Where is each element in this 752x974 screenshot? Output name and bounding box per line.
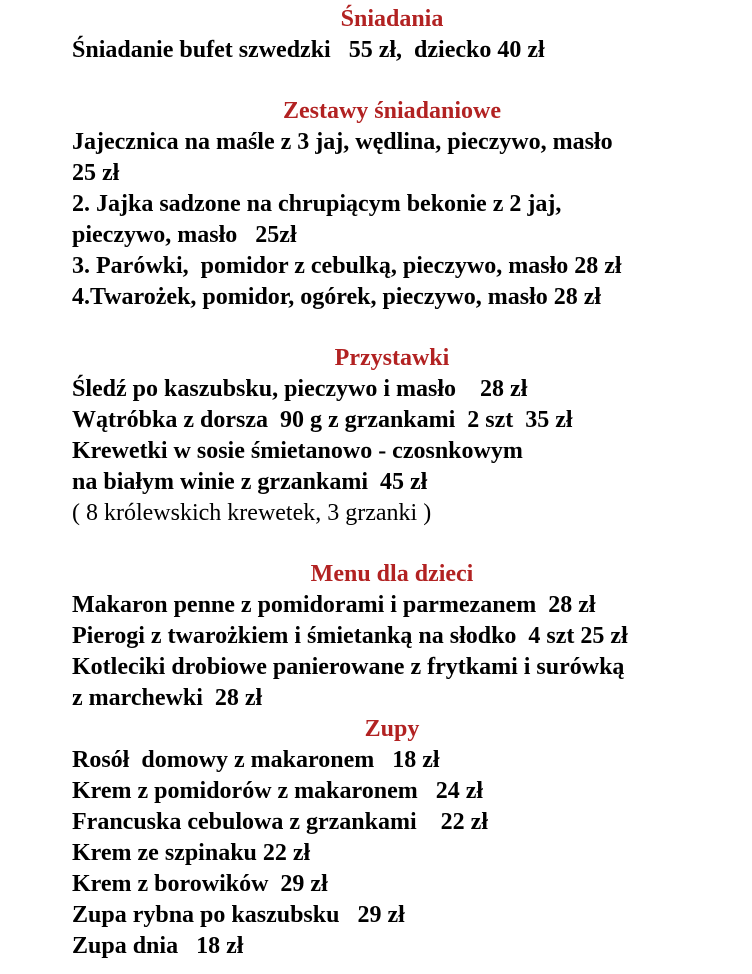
section-title-zupy: Zupy [364,716,420,742]
menu-item: Zupa dnia 18 zł [72,933,244,959]
menu-item: pieczywo, masło 25zł [72,222,297,248]
menu-item: Śniadanie bufet szwedzki 55 zł, dziecko 40 zł [72,37,545,63]
section-title-menu-dla-dzieci: Menu dla dzieci [310,561,474,587]
menu-item-note: ( 8 królewskich krewetek, 3 grzanki ) [72,500,432,526]
section-title-zestawy: Zestawy śniadaniowe [282,98,502,124]
menu-item: Francuska cebulowa z grzankami 22 zł [72,809,488,835]
menu-item: Krem ze szpinaku 22 zł [72,840,311,866]
menu-document [72,4,744,962]
menu-item: Kotleciki drobiowe panierowane z frytkami i surówką [72,654,625,680]
menu-item: Pierogi z twarożkiem i śmietanką na słodko 4 szt 25 zł [72,623,628,649]
section-title-sniadania: Śniadania [340,6,444,32]
menu-item: na białym winie z grzankami 45 zł [72,469,428,495]
menu-item: Krem z borowików 29 zł [72,871,328,897]
menu-item: Rosół domowy z makaronem 18 zł [72,747,440,773]
menu-item: Makaron penne z pomidorami i parmezanem 28 zł [72,592,596,618]
section-gap [72,313,744,343]
menu-item: 3. Parówki, pomidor z cebulką, pieczywo, masło 28 zł [72,253,622,279]
menu-item: Śledź po kaszubsku, pieczywo i masło 28 zł [72,376,528,402]
section-title-przystawki: Przystawki [334,345,450,371]
section-gap [72,66,744,96]
menu-item: Krem z pomidorów z makaronem 24 zł [72,778,484,804]
menu-item: 4.Twarożek, pomidor, ogórek, pieczywo, masło 28 zł [72,284,602,310]
menu-item: Jajecznica na maśle z 3 jaj, wędlina, pieczywo, masło [72,129,613,155]
menu-item: 25 zł [72,160,120,186]
section-gap [72,529,744,559]
menu-item: Zupa rybna po kaszubsku 29 zł [72,902,405,928]
menu-item: z marchewki 28 zł [72,685,263,711]
menu-item: Krewetki w sosie śmietanowo - czosnkowym [72,438,523,464]
menu-item: Wątróbka z dorsza 90 g z grzankami 2 szt 35 zł [72,407,573,433]
menu-item: 2. Jajka sadzone na chrupiącym bekonie z 2 jaj, [72,191,562,217]
